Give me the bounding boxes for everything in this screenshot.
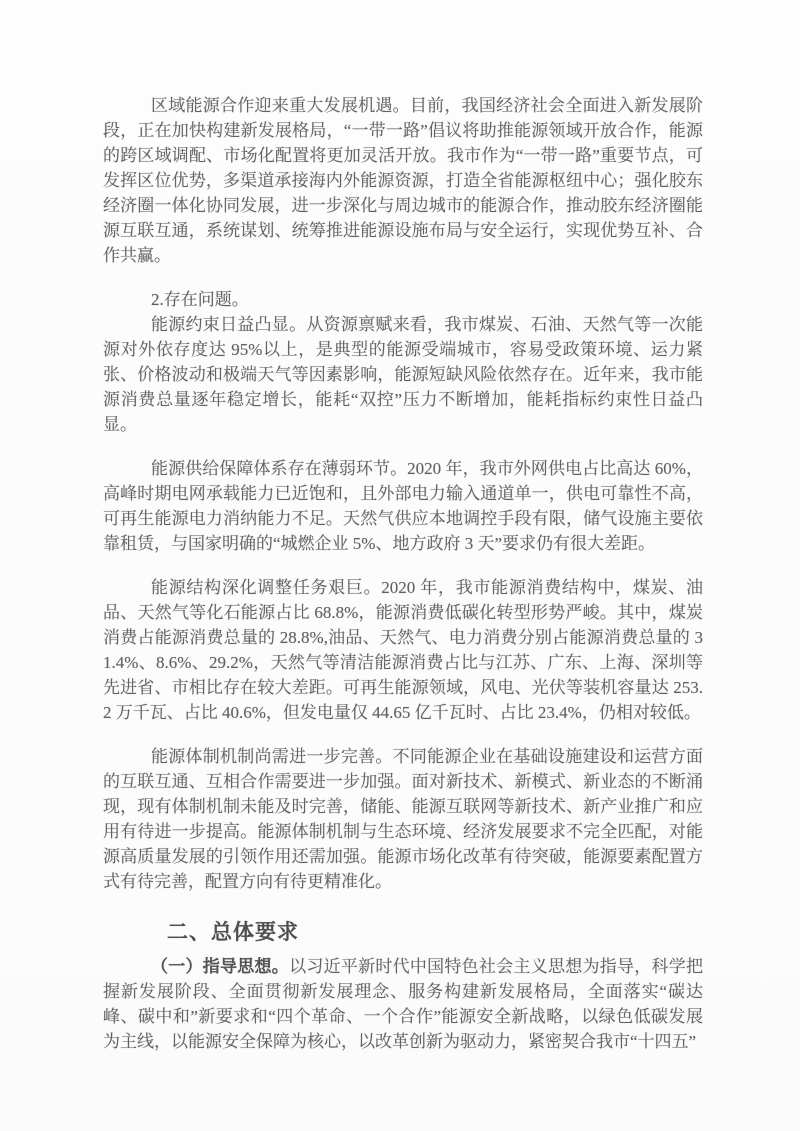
paragraph-energy-structure-adjustment: 能源结构深化调整任务艰巨。2020 年，我市能源消费结构中，煤炭、油品、天然气等化石能源占比 68.8%，能源消费低碳化转型形势严峻。其中，煤炭消费占能源消费总量的 28.8%,油品、天然气、电力消费分别占能源消费总量的 31.4%、8.6%、29.2%，天然气等清洁能源消费占比与江苏、广东、上海、深圳等先进省、市相比存在较大差距。可再生能源领域，风电、光伏等装机容量达 253.2 万千瓦、占比 40.6%，但发电量仅 44.65 亿千瓦时、占比 23.4%，仍相对较低。 <box>103 578 703 722</box>
paragraph-regional-energy-cooperation: 区域能源合作迎来重大发展机遇。目前，我国经济社会全面进入新发展阶段，正在加快构建新发展格局，“一带一路”倡议将助推能源领域开放合作，能源的跨区域调配、市场化配置将更加灵活开放。我市作为“一带一路”重要节点，可发挥区位优势，多渠道承接海内外能源资源，打造全省能源枢纽中心；强化胶东经济圈一体化协同发展，进一步深化与周边城市的能源合作，推动胶东经济圈能源互联互通，系统谋划、统筹推进能源设施布局与安全运行，实现优势互补、合作共赢。 <box>103 96 703 265</box>
paragraph-guiding-ideology <box>103 954 703 1054</box>
subheading-existing-problems: 2.存在问题。 <box>151 290 249 309</box>
paragraph-energy-constraints: 能源约束日益凸显。从资源禀赋来看，我市煤炭、石油、天然气等一次能源对外依存度达 95%以上，是典型的能源受端城市，容易受政策环境、运力紧张、价格波动和极端天气等因素影响，能源短缺风险依然存在。近年来，我市能源消费总量逐年稳定增长，能耗“双控”压力不断增加，能耗指标约束性日益凸显。 <box>103 315 703 434</box>
document-text-block <box>103 93 703 1073</box>
paragraph-supply-security-system: 能源供给保障体系存在薄弱环节。2020 年，我市外网供电占比高达 60%，高峰时期电网承载能力已近饱和，且外部电力输入通道单一，供电可靠性不高，可再生能源电力消纳能力不足。天然气供应本地调控手段有限，储气设施主要依靠租赁，与国家明确的“城燃企业 5%、地方政府 3 天”要求仍有很大差距。 <box>103 459 703 553</box>
section-heading-overall-requirements: 二、总体要求 <box>167 920 299 944</box>
paragraph-institutional-mechanism: 能源体制机制尚需进一步完善。不同能源企业在基础设施建设和运营方面的互联互通、互相合作需要进一步加强。面对新技术、新模式、新业态的不断涌现，现有体制机制未能及时完善，储能、能源互联网等新技术、新产业推广和应用有待进一步提高。能源体制机制与生态环境、经济发展要求不完全匹配，对能源高质量发展的引领作用还需加强。能源市场化改革有待突破，能源要素配置方式有待完善，配置方向有待更精准化。 <box>103 747 703 891</box>
guiding-ideology-lead-label: （一）指导思想。 <box>151 957 290 976</box>
guiding-ideology-text: 以习近平新时代中国特色社会主义思想为指导，科学把握新发展阶段、全面贯彻新发展理念、服务构建新发展格局，全面落实“碳达峰、碳中和”新要求和“四个革命、一个合作”能源安全新战略，以绿色低碳发展为主线，以能源安全保障为核心，以改革创新为驱动力，紧密契合我市“十四五” <box>103 957 704 1051</box>
